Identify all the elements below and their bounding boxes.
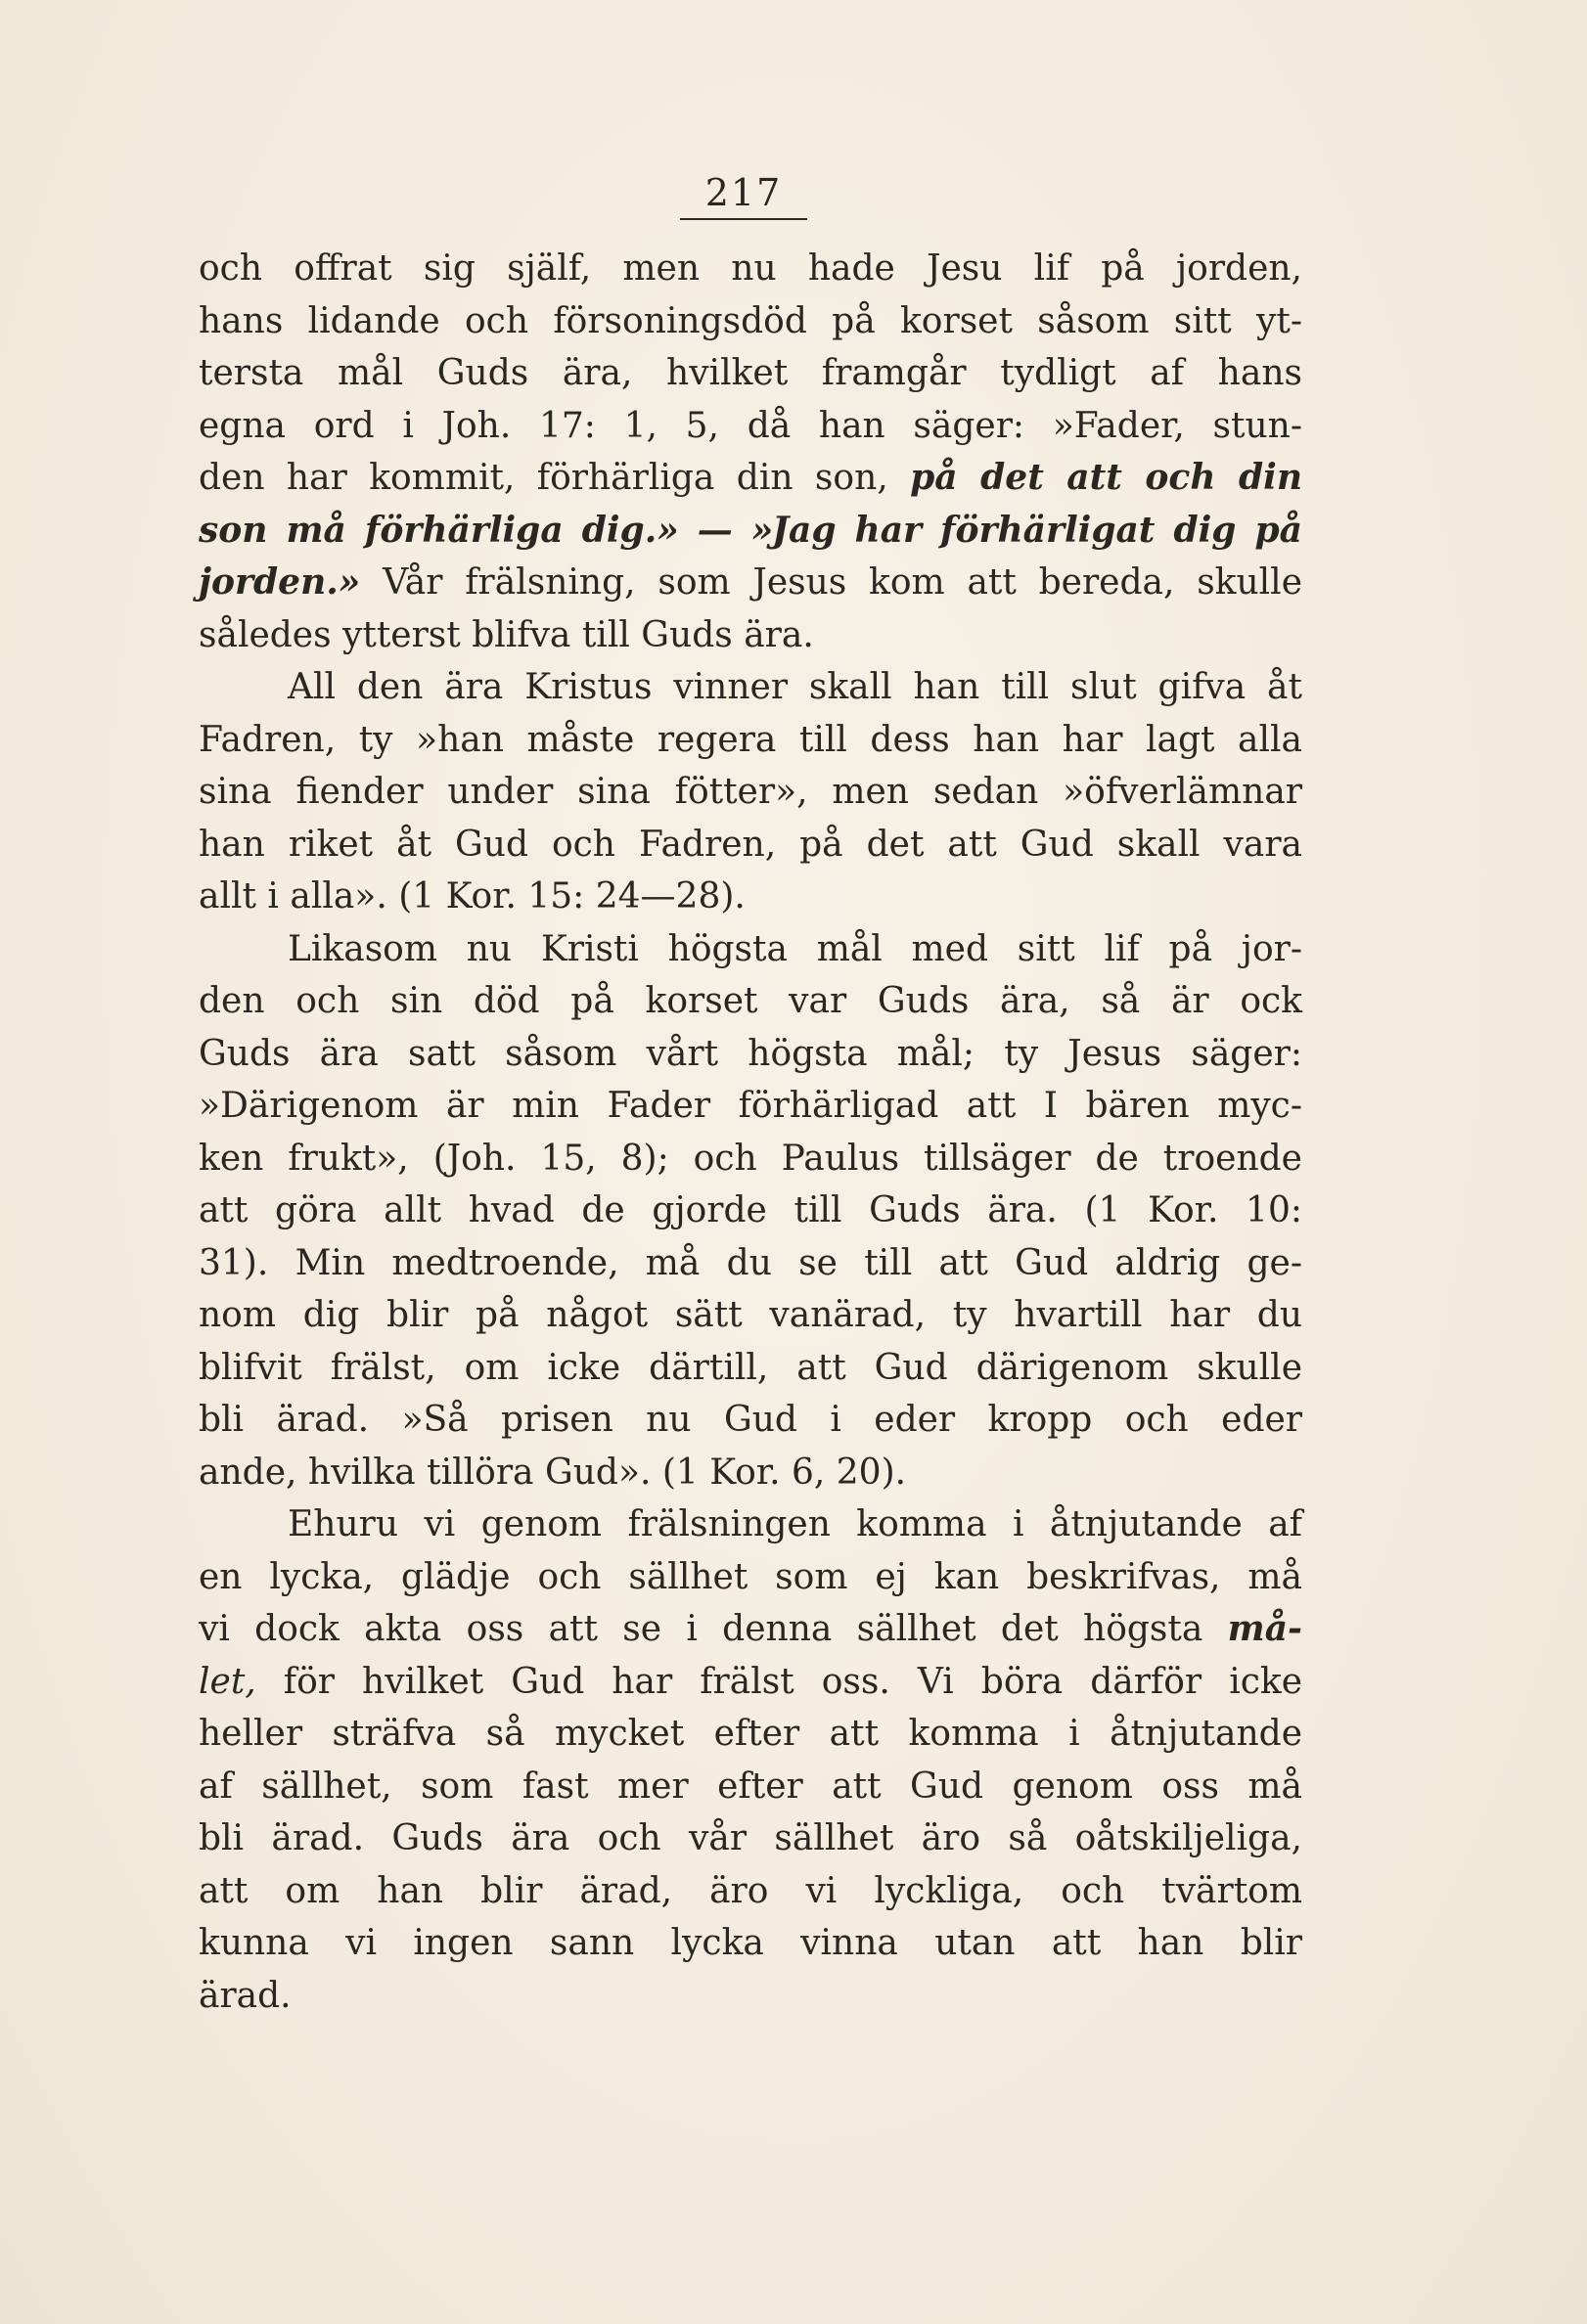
- text-line: kunna vi ingen sann lycka vinna utan att han blir: [199, 1923, 1302, 1963]
- text-line: sina fiender under sina fötter», men sedan »öfverlämnar: [199, 772, 1302, 812]
- emphasis-text: let,: [199, 1661, 256, 1702]
- text-line: ande, hvilka tillöra Gud». (1 Kor. 6, 20).: [199, 1452, 907, 1493]
- text-line: allt i alla». (1 Kor. 15: 24—28).: [199, 876, 746, 916]
- text-line: nom dig blir på något sätt vanärad, ty hvartill har du: [199, 1295, 1302, 1335]
- text-line: egna ord i Joh. 17: 1, 5, då han säger: »Fader, stun-: [199, 405, 1302, 446]
- text-segment: Vår frälsning, som Jesus kom att bereda, skulle: [383, 562, 1302, 603]
- text-line: ken frukt», (Joh. 15, 8); och Paulus tillsäger de troende: [199, 1138, 1302, 1179]
- text-line: och offrat sig själf, men nu hade Jesu lif på jorden,: [199, 248, 1302, 289]
- text-line: 31). Min medtroende, må du se till att Gud aldrig ge-: [199, 1242, 1302, 1283]
- text-line: heller sträfva så mycket efter att komma i åtnjutande: [199, 1714, 1302, 1754]
- text-line: således ytterst blifva till Guds ära.: [199, 614, 814, 655]
- text-line: ärad.: [199, 1975, 292, 2016]
- text-line: Guds ära satt såsom vårt högsta mål; ty Jesus säger:: [199, 1033, 1302, 1074]
- text-line: af sällhet, som fast mer efter att Gud genom oss må: [199, 1765, 1302, 1807]
- text-line: Likasom nu Kristi högsta mål med sitt lif på jor-: [288, 928, 1302, 969]
- text-line: [199, 1603, 1302, 1656]
- text-segment: för hvilket Gud har frälst oss. Vi böra därför icke: [283, 1661, 1302, 1702]
- text-line: att om han blir ärad, äro vi lyckliga, och tvärtom: [199, 1870, 1302, 1911]
- text-line: [199, 452, 1302, 505]
- text-line: att göra allt hvad de gjorde till Guds ära. (1 Kor. 10:: [199, 1190, 1302, 1230]
- text-line: en lycka, glädje och sällhet som ej kan beskrifvas, må: [199, 1556, 1302, 1597]
- body-text: [199, 243, 1302, 2022]
- page-number: 217: [680, 171, 807, 220]
- text-line: han riket åt Gud och Fadren, på det att Gud skall vara: [199, 824, 1302, 865]
- emphasis-text: son må förhärliga dig.» — »Jag har förhärligat dig på: [199, 509, 1302, 551]
- emphasis-text: må-: [1227, 1608, 1302, 1649]
- text-segment: vi dock akta oss att se i denna sällhet det högsta: [199, 1609, 1203, 1649]
- text-line: tersta mål Guds ära, hvilket framgår tydligt af hans: [199, 353, 1302, 393]
- emphasis-text: på det att och din: [910, 457, 1303, 498]
- text-line: den och sin död på korset var Guds ära, så är ock: [199, 981, 1302, 1021]
- text-line: blifvit frälst, om icke därtill, att Gud därigenom skulle: [199, 1347, 1302, 1388]
- text-line: All den ära Kristus vinner skall han till slut gifva åt: [288, 667, 1302, 707]
- text-line: [199, 505, 1302, 558]
- emphasis-text: jorden.»: [199, 561, 361, 603]
- text-line: bli ärad. Guds ära och vår sällhet äro så oåtskiljeliga,: [199, 1818, 1302, 1858]
- text-line: [199, 1656, 1302, 1709]
- text-line: bli ärad. »Så prisen nu Gud i eder kropp och eder: [199, 1400, 1302, 1440]
- text-line: »Därigenom är min Fader förhärligad att I bären myc-: [199, 1086, 1302, 1126]
- text-line: hans lidande och försoningsdöd på korset såsom sitt yt-: [199, 300, 1302, 341]
- text-line: Ehuru vi genom frälsningen komma i åtnjutande af: [288, 1504, 1302, 1544]
- text-segment: den har kommit, förhärliga din son,: [199, 458, 888, 498]
- text-line: [199, 557, 1302, 609]
- text-line: Fadren, ty »han måste regera till dess han har lagt alla: [199, 719, 1302, 760]
